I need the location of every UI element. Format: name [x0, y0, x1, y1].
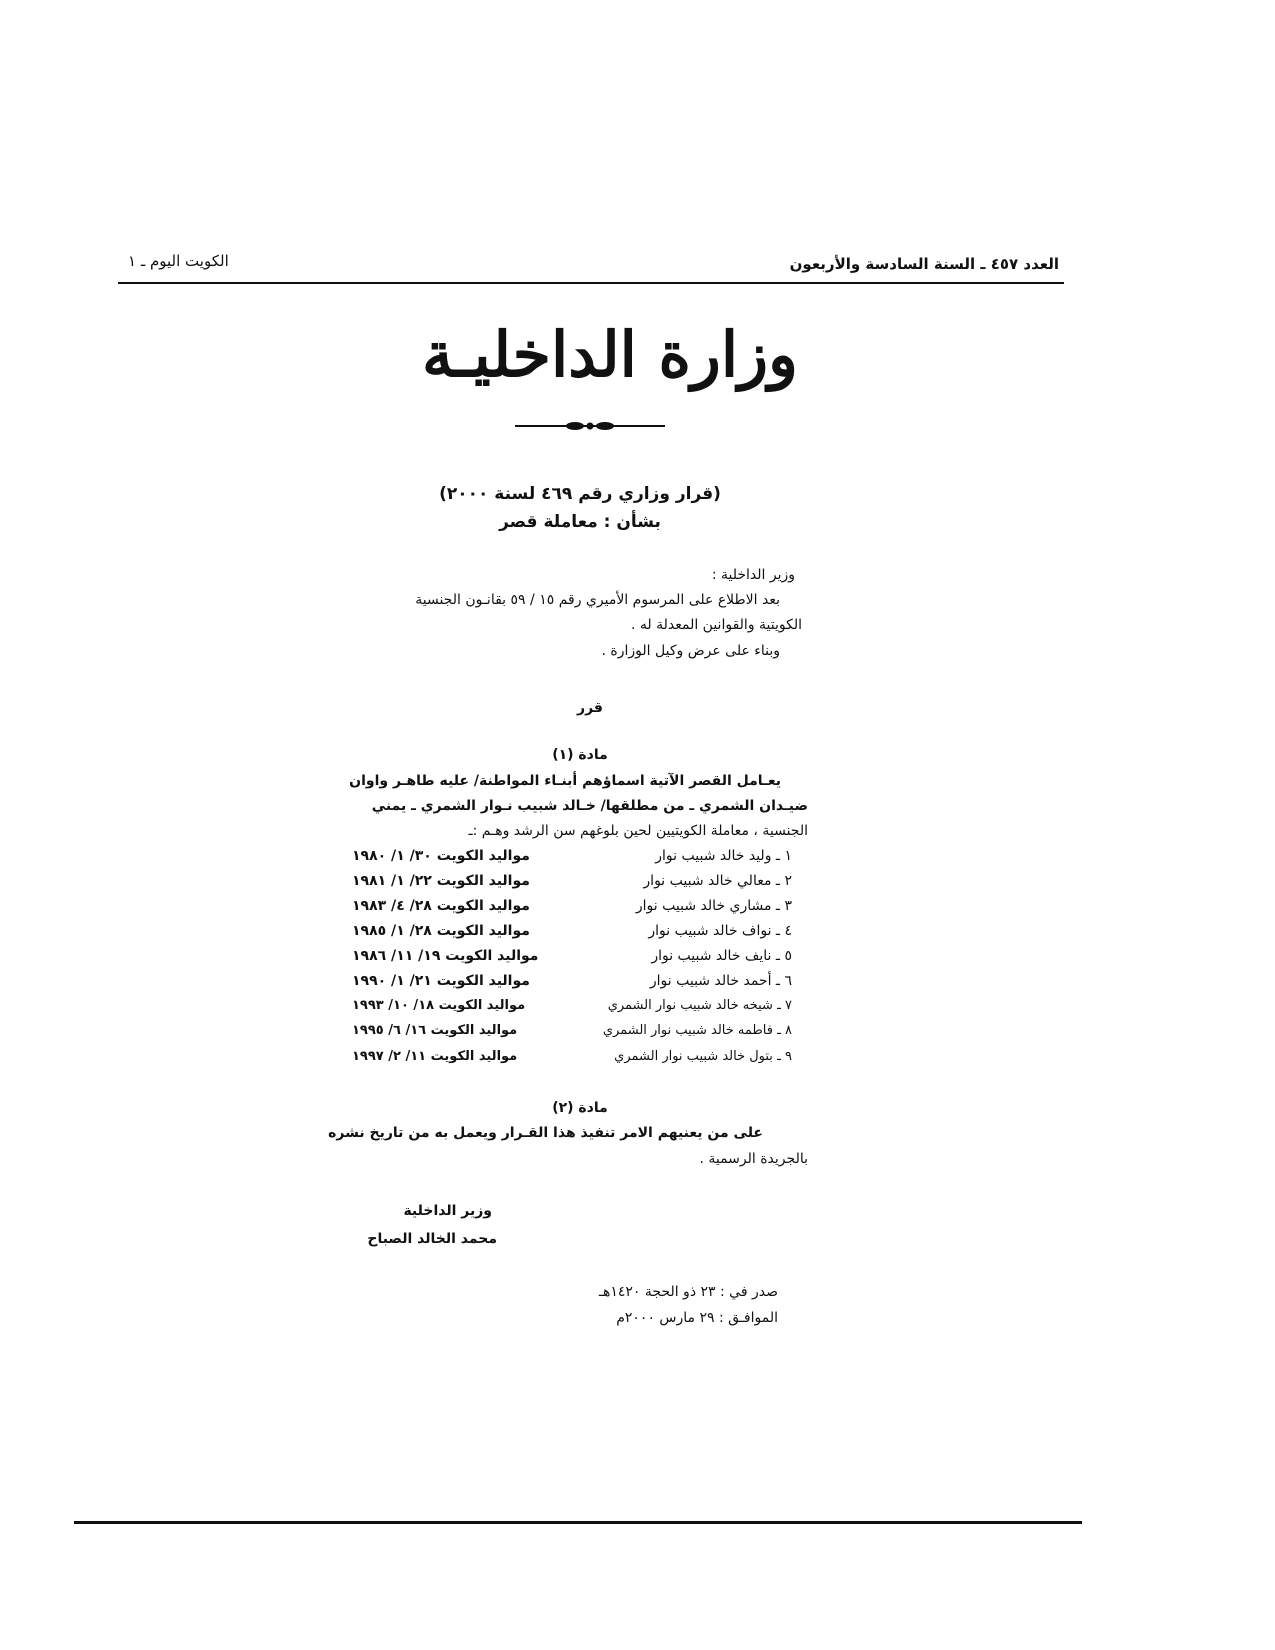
preamble-line-3: وبناء على عرض وكيل الوزارة . [601, 643, 780, 659]
child-birth: مواليد الكويت ١٩/ ١١/ ١٩٨٦ [352, 948, 539, 964]
child-birth: مواليد الكويت ٢١/ ١/ ١٩٩٠ [352, 973, 530, 989]
list-item [352, 923, 792, 947]
signature-name: محمد الخالد الصباح [367, 1231, 497, 1247]
decision-title: (قرار وزاري رقم ٤٦٩ لسنة ٢٠٠٠) [439, 484, 721, 504]
list-item [352, 998, 792, 1022]
list-item [352, 873, 792, 897]
preamble-line-1: بعد الاطلاع على المرسوم الأميري رقم ١٥ / ٥٩ بقانـون الجنسية [415, 592, 780, 608]
list-item [352, 973, 792, 997]
child-name: ١ ـ وليد خالد شبيب نوار [655, 848, 792, 864]
child-name: ٥ ـ نايف خالد شبيب نوار [651, 948, 792, 964]
child-birth: مواليد الكويت ١٦/ ٦/ ١٩٩٥ [352, 1023, 518, 1038]
child-name: ٢ ـ معالي خالد شبيب نوار [643, 873, 792, 889]
article-2-line-1: على من يعنيهم الامر تنفيذ هذا القـرار ويعمل به من تاريخ نشره [328, 1125, 763, 1141]
child-birth: مواليد الكويت ١١/ ٢/ ١٩٩٧ [352, 1049, 518, 1064]
ministry-title: وزارة الداخليـة [422, 318, 798, 391]
list-item [352, 898, 792, 922]
preamble-line-2: الكويتية والقوانين المعدلة له . [630, 617, 802, 633]
child-name: ٩ ـ بتول خالد شبيب نوار الشمري [614, 1049, 792, 1064]
child-name: ٦ ـ أحمد خالد شبيب نوار [649, 973, 792, 989]
gregorian-date: الموافـق : ٢٩ مارس ٢٠٠٠م [616, 1310, 778, 1326]
title-ornament [515, 418, 665, 434]
list-item [352, 948, 792, 972]
child-name: ٣ ـ مشاري خالد شبيب نوار [635, 898, 792, 914]
article-1-heading: مادة (١) [552, 747, 608, 763]
decided-heading: قرر [577, 700, 603, 716]
list-item [352, 1049, 792, 1073]
child-name: ٧ ـ شيخه خالد شبيب نوار الشمري [607, 998, 792, 1013]
child-birth: مواليد الكويت ٢٨/ ٤/ ١٩٨٣ [352, 898, 530, 914]
issue-number: العدد ٤٥٧ ـ السنة السادسة والأربعون [789, 255, 1059, 273]
child-birth: مواليد الكويت ٢٢/ ١/ ١٩٨١ [352, 873, 530, 889]
list-item [352, 1023, 792, 1047]
child-birth: مواليد الكويت ١٨/ ١٠/ ١٩٩٣ [352, 998, 526, 1013]
publication-name: الكويت اليوم ـ ١ [128, 252, 229, 270]
hijri-date: صدر في : ٢٣ ذو الحجة ١٤٢٠هـ [598, 1284, 778, 1300]
child-name: ٨ ـ فاطمه خالد شبيب نوار الشمري [602, 1023, 792, 1038]
decision-subject: بشأن : معاملة قصر [499, 512, 661, 532]
child-birth: مواليد الكويت ٣٠/ ١/ ١٩٨٠ [352, 848, 530, 864]
signature-title: وزير الداخلية [403, 1203, 492, 1219]
article-2-line-2: بالجريدة الرسمية . [699, 1151, 808, 1167]
footer-divider [74, 1521, 1082, 1524]
article-1-line-1: يعـامل القصر الآتية اسماؤهم أبنـاء المواطنة/ عليه طاهـر واوان [349, 773, 781, 789]
preamble-minister: وزير الداخلية : [711, 567, 795, 583]
child-name: ٤ ـ نواف خالد شبيب نوار [648, 923, 792, 939]
article-1-line-3: الجنسية ، معاملة الكويتيين لحين بلوغهم سن الرشد وهـم :ـ [468, 823, 808, 839]
list-item [352, 848, 792, 872]
header-divider [118, 282, 1064, 284]
article-2-heading: مادة (٢) [552, 1100, 608, 1116]
child-birth: مواليد الكويت ٢٨/ ١/ ١٩٨٥ [352, 923, 530, 939]
article-1-line-2: ضيـدان الشمري ـ من مطلقها/ خـالد شبيب نـوار الشمري ـ يمني [371, 798, 808, 814]
